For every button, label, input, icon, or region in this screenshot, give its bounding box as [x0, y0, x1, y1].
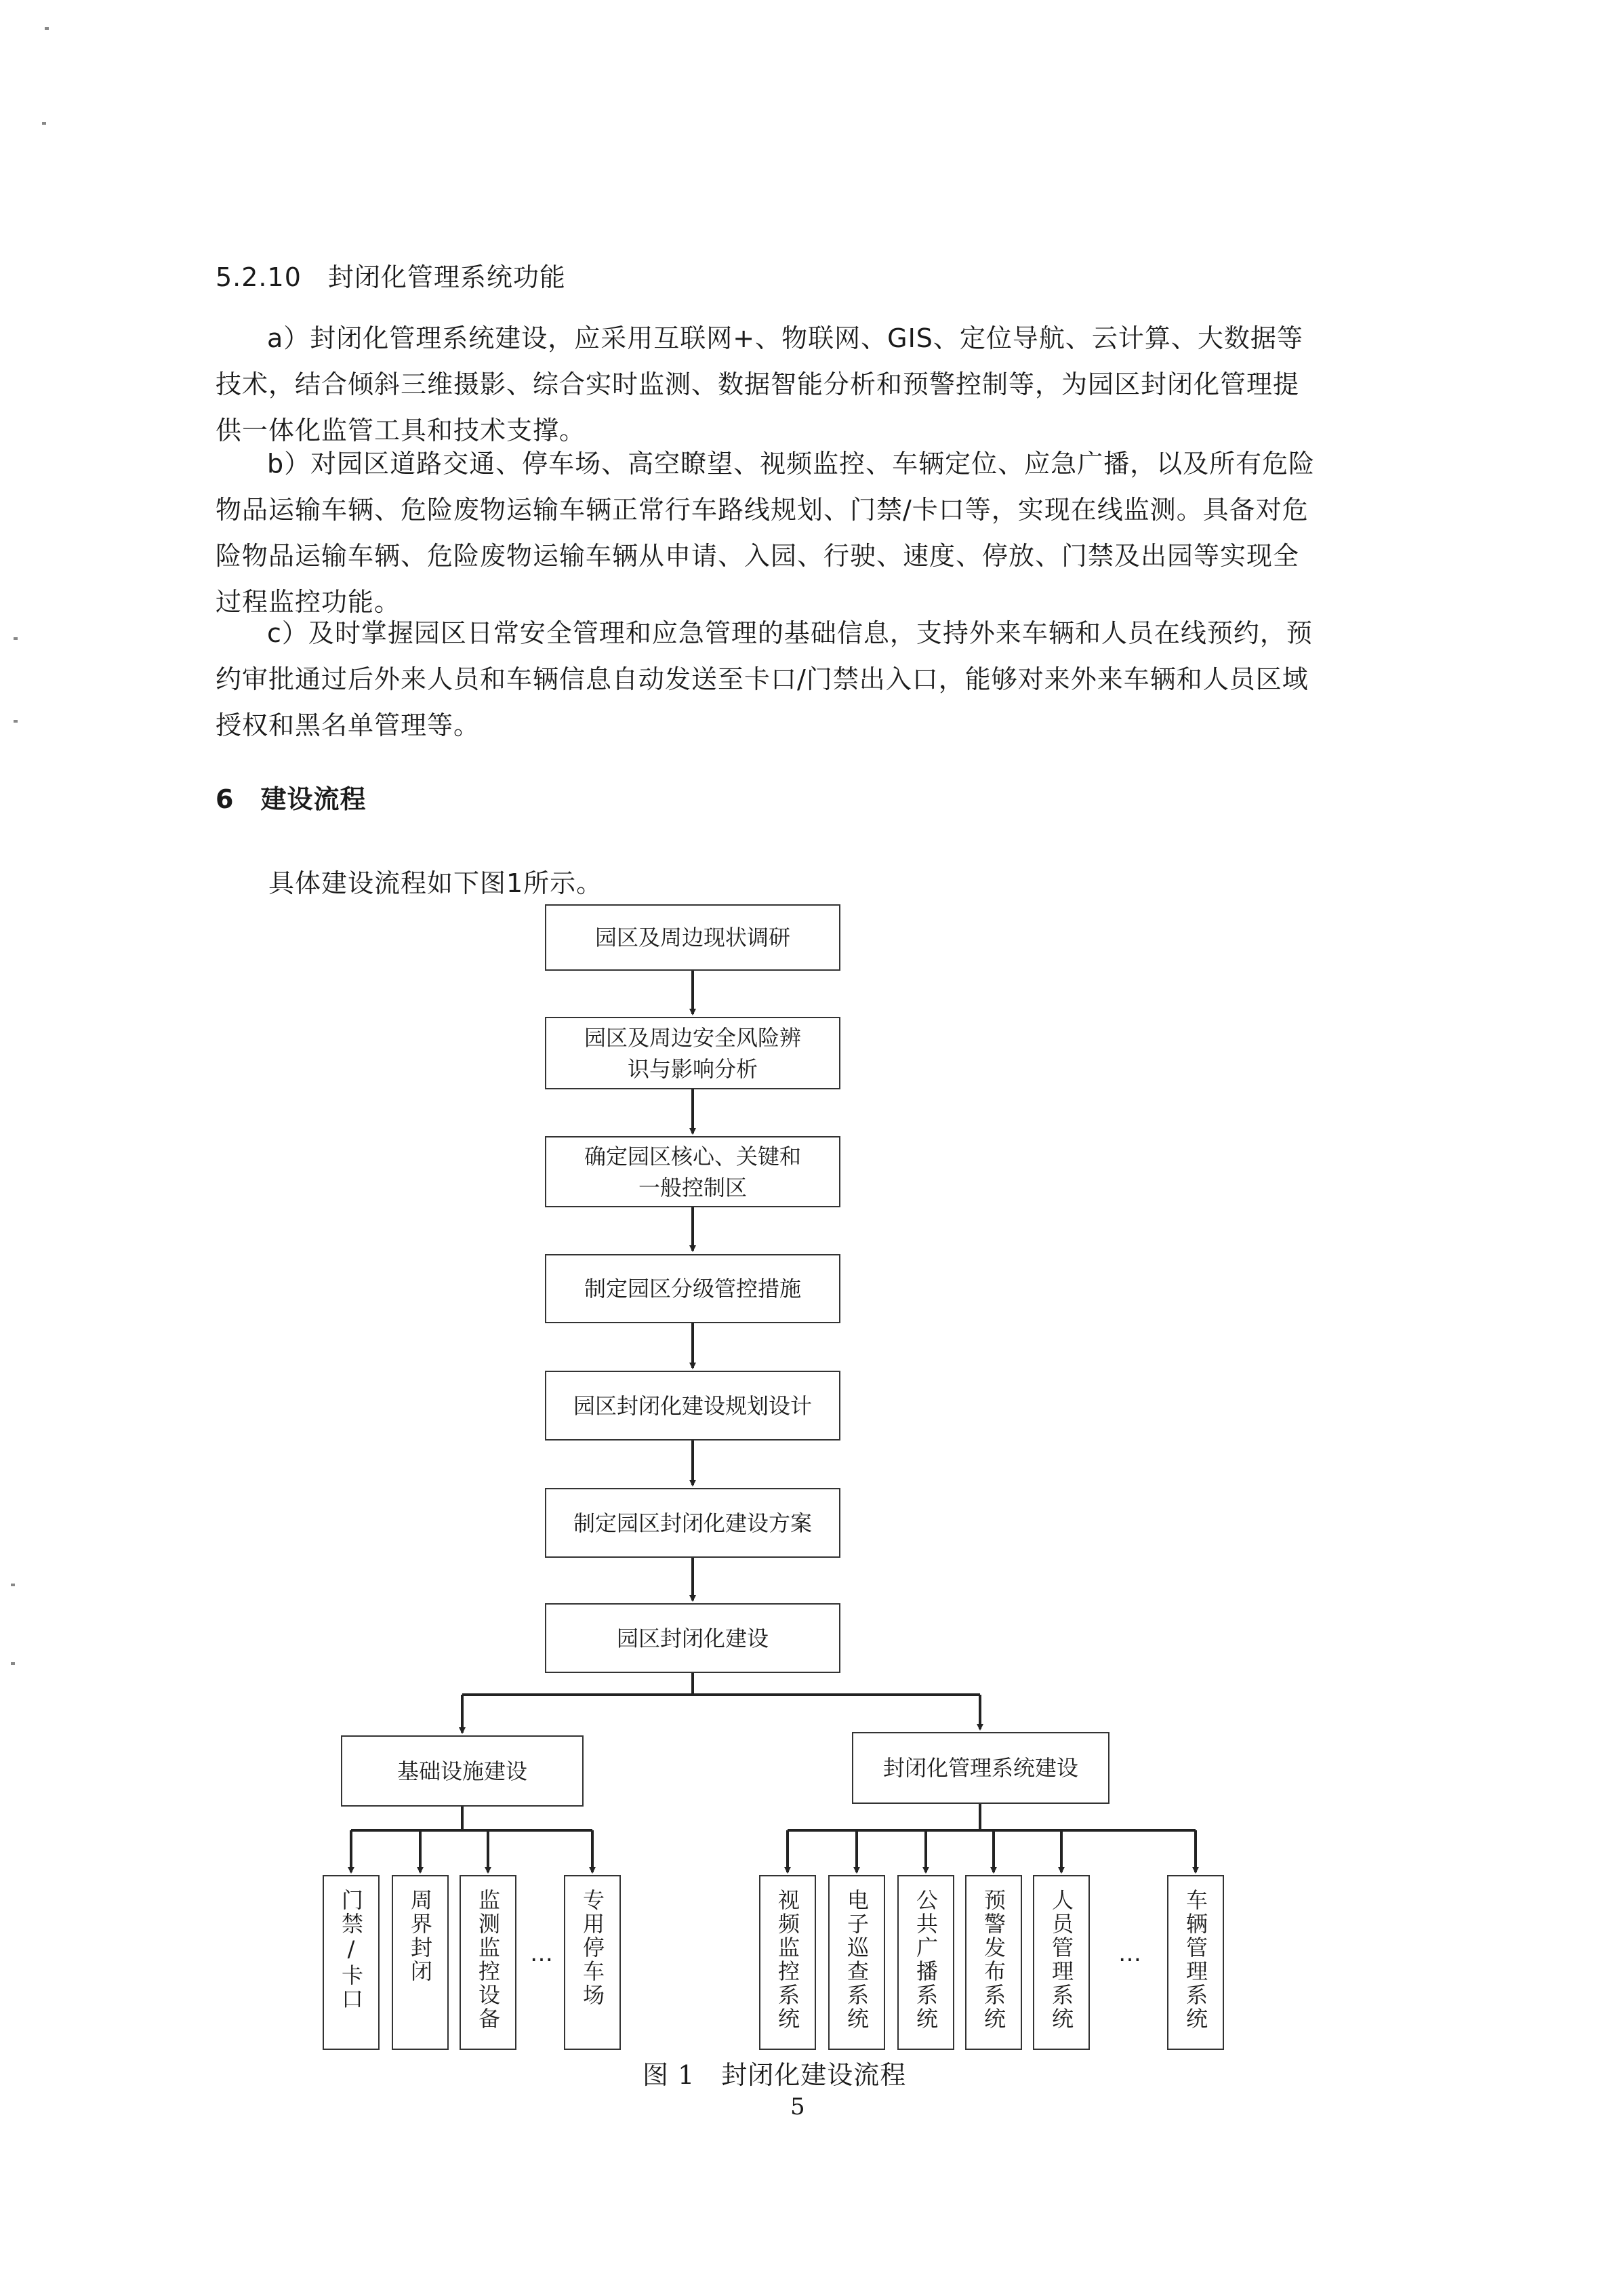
figure-caption: 图 1 封闭化建设流程	[643, 2060, 907, 2090]
branch-management-system: 封闭化管理系统建设	[852, 1732, 1109, 1804]
system-item-patrol: 电子巡查系统	[828, 1875, 885, 2050]
infra-item-gate: 门禁/卡口	[323, 1875, 380, 2050]
paragraph-c: c）及时掌握园区日常安全管理和应急管理的基础信息，支持外来车辆和人员在线预约，预约审批通过后外来人员和车辆信息自动发送至卡口/门禁出入口，能够对来外来车辆和人员区域授权和黑名单管理等。	[216, 618, 1313, 740]
section-5-2-10-heading: 5.2.10 封闭化管理系统功能	[216, 262, 566, 292]
flow-step-3: 确定园区核心、关键和一般控制区	[545, 1136, 840, 1207]
infra-item-perimeter: 周界封闭	[392, 1875, 449, 2050]
section-6-heading: 6 建设流程	[216, 784, 367, 814]
page-number: 5	[790, 2093, 806, 2120]
flow-step-6: 制定园区封闭化建设方案	[545, 1488, 840, 1558]
infra-item-parking: 专用停车场	[564, 1875, 621, 2050]
system-item-personnel: 人员管理系统	[1033, 1875, 1090, 2050]
flow-step-5: 园区封闭化建设规划设计	[545, 1371, 840, 1441]
system-item-warning: 预警发布系统	[965, 1875, 1022, 2050]
branch-infrastructure: 基础设施建设	[341, 1735, 584, 1807]
flow-step-7: 园区封闭化建设	[545, 1603, 840, 1673]
system-ellipsis: …	[1118, 1940, 1141, 1967]
flow-step-2: 园区及周边安全风险辨识与影响分析	[545, 1017, 840, 1089]
infra-ellipsis: …	[530, 1940, 553, 1967]
flow-step-4: 制定园区分级管控措施	[545, 1254, 840, 1323]
paragraph-b: b）对园区道路交通、停车场、高空瞭望、视频监控、车辆定位、应急广播，以及所有危险物品运输车辆、危险废物运输车辆正常行车路线规划、门禁/卡口等，实现在线监测。具备对危险物品运输车辆、危险废物运输车辆从申请、入园、行驶、速度、停放、门禁及出园等实现全过程监控功能。	[216, 449, 1316, 617]
paragraph-a: a）封闭化管理系统建设，应采用互联网+、物联网、GIS、定位导航、云计算、大数据等技术，结合倾斜三维摄影、综合实时监测、数据智能分析和预警控制等，为园区封闭化管理提供一体化监管工具和技术支撑。	[216, 323, 1303, 445]
section-6-intro: 具体建设流程如下图1所示。	[268, 868, 603, 898]
system-item-video: 视频监控系统	[759, 1875, 816, 2050]
system-item-vehicle: 车辆管理系统	[1167, 1875, 1224, 2050]
flow-step-1: 园区及周边现状调研	[545, 904, 840, 971]
infra-item-monitoring: 监测监控设备	[460, 1875, 516, 2050]
system-item-broadcast: 公共广播系统	[897, 1875, 954, 2050]
